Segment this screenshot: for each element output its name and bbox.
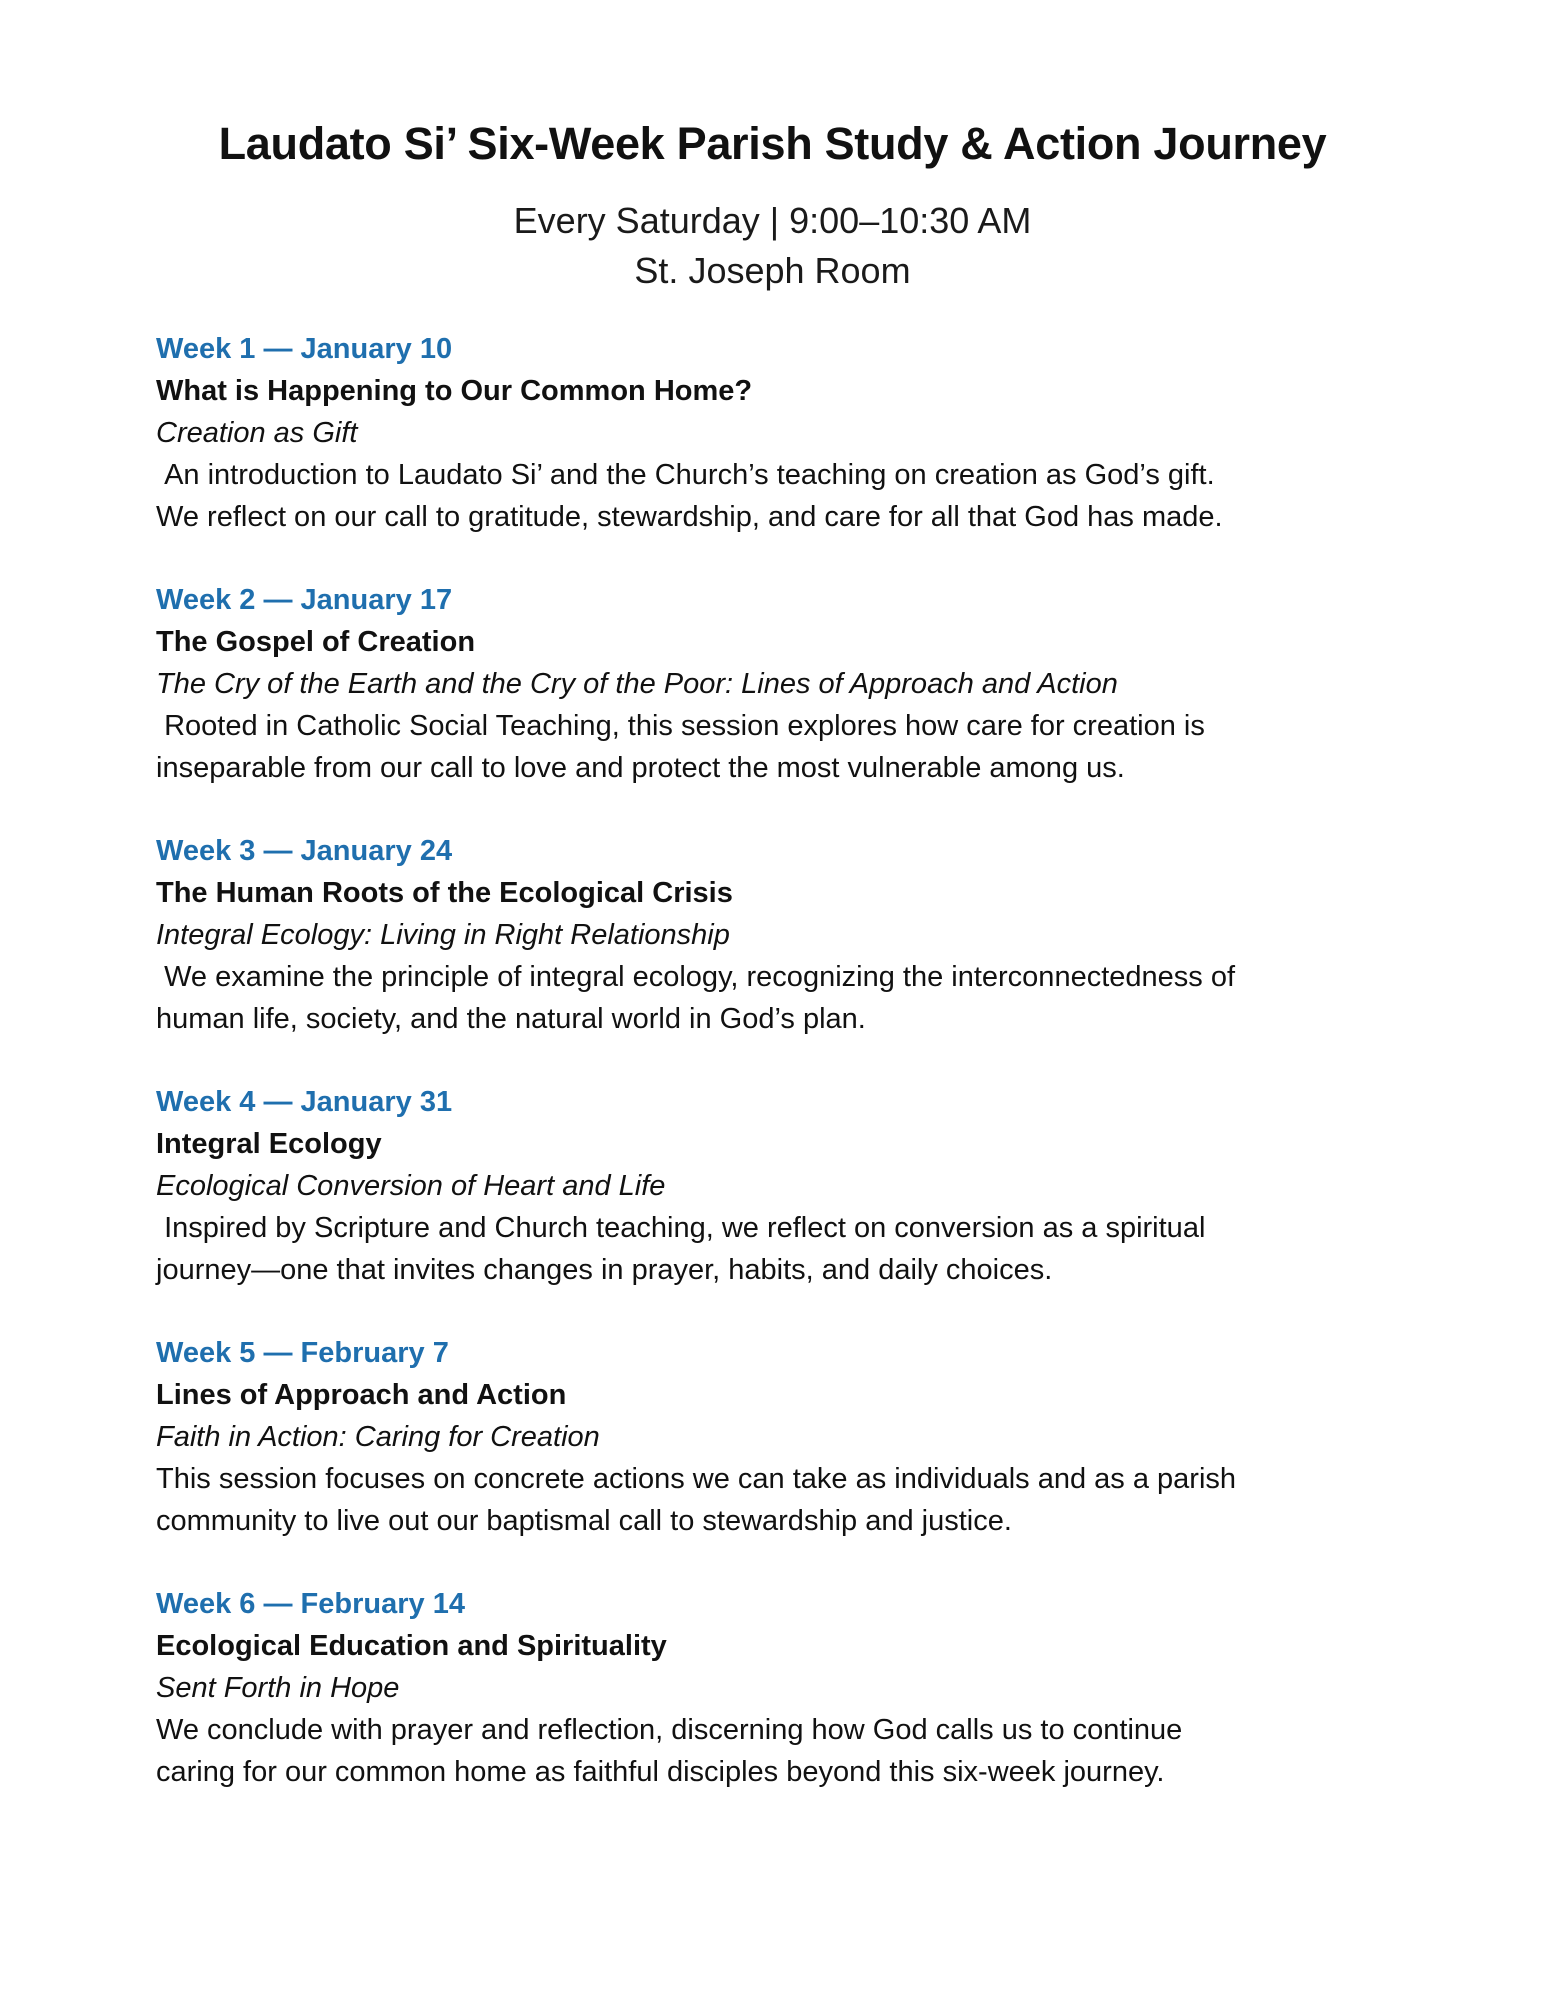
week-description-line: community to live out our baptismal call to stewardship and justice. <box>156 1505 1012 1537</box>
week-list <box>156 328 1416 1834</box>
week-item <box>156 328 1416 579</box>
week-date: Week 6 — February 14 <box>156 1588 465 1620</box>
week-title: What is Happening to Our Common Home? <box>156 375 753 407</box>
week-item <box>156 1332 1416 1583</box>
week-theme: The Cry of the Earth and the Cry of the Poor: Lines of Approach and Action <box>156 668 1118 700</box>
header <box>0 112 1545 296</box>
week-title: Lines of Approach and Action <box>156 1379 567 1411</box>
week-date: Week 4 — January 31 <box>156 1086 453 1118</box>
week-theme: Ecological Conversion of Heart and Life <box>156 1170 666 1202</box>
week-item <box>156 1583 1416 1834</box>
week-description-line: Inspired by Scripture and Church teaching, we reflect on conversion as a spiritual <box>156 1212 1206 1244</box>
location-text: St. Joseph Room <box>634 250 911 291</box>
page-title: Laudato Si’ Six-Week Parish Study & Action Journey <box>218 118 1327 169</box>
week-description-line: Rooted in Catholic Social Teaching, this session explores how care for creation is <box>156 710 1205 742</box>
week-date: Week 5 — February 7 <box>156 1337 449 1369</box>
week-theme: Creation as Gift <box>156 417 358 449</box>
week-title: The Gospel of Creation <box>156 626 476 658</box>
week-description-line: We reflect on our call to gratitude, stewardship, and care for all that God has made. <box>156 501 1223 533</box>
week-description-line: caring for our common home as faithful disciples beyond this six-week journey. <box>156 1756 1165 1788</box>
week-date: Week 1 — January 10 <box>156 333 453 365</box>
week-date: Week 2 — January 17 <box>156 584 453 616</box>
week-description-line: inseparable from our call to love and protect the most vulnerable among us. <box>156 752 1125 784</box>
week-item <box>156 830 1416 1081</box>
week-item <box>156 1081 1416 1332</box>
week-title: The Human Roots of the Ecological Crisis <box>156 877 733 909</box>
week-title: Integral Ecology <box>156 1128 382 1160</box>
week-description-line: journey—one that invites changes in prayer, habits, and daily choices. <box>156 1254 1053 1286</box>
week-theme: Integral Ecology: Living in Right Relationship <box>156 919 730 951</box>
schedule-text: Every Saturday | 9:00–10:30 AM <box>513 200 1032 241</box>
week-description-line: human life, society, and the natural world in God’s plan. <box>156 1003 866 1035</box>
week-item <box>156 579 1416 830</box>
week-description-line: This session focuses on concrete actions we can take as individuals and as a parish <box>156 1463 1237 1495</box>
week-theme: Faith in Action: Caring for Creation <box>156 1421 600 1453</box>
week-description-line: We conclude with prayer and reflection, discerning how God calls us to continue <box>156 1714 1183 1746</box>
week-theme: Sent Forth in Hope <box>156 1672 400 1704</box>
week-title: Ecological Education and Spirituality <box>156 1630 667 1662</box>
week-date: Week 3 — January 24 <box>156 835 453 867</box>
week-description-line: An introduction to Laudato Si’ and the Church’s teaching on creation as God’s gift. <box>156 459 1215 491</box>
week-description-line: We examine the principle of integral ecology, recognizing the interconnectedness of <box>156 961 1236 993</box>
